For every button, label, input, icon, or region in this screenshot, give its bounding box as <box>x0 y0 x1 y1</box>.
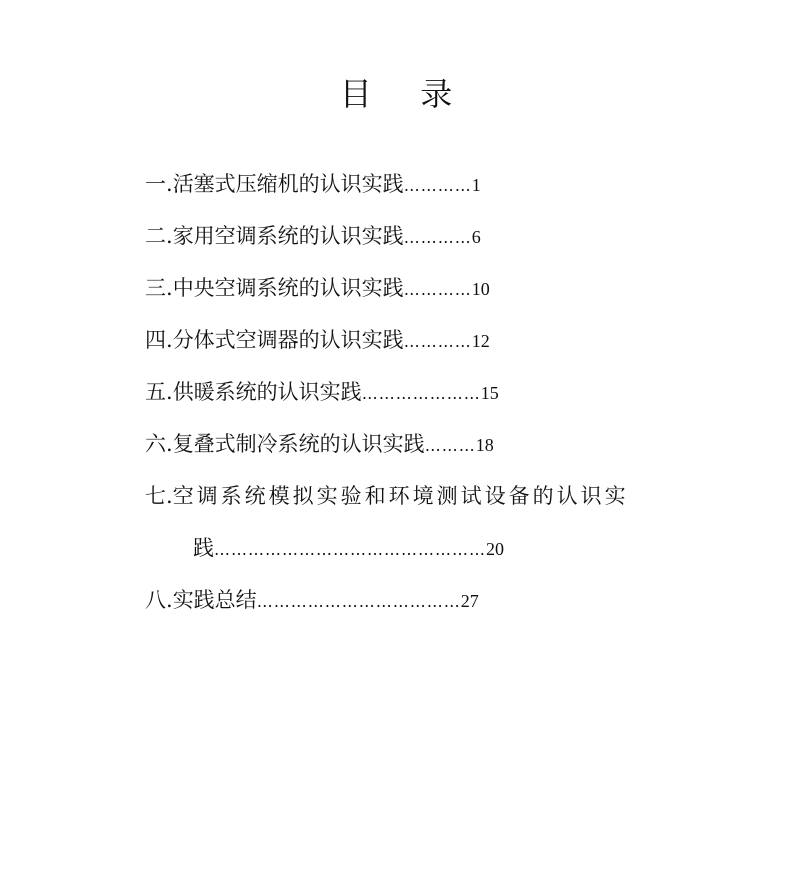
toc-entry-number: 七. <box>145 484 173 508</box>
toc-entry-title-continued: 践 <box>193 536 214 560</box>
toc-entry-title: 分体式空调器的认识实践 <box>172 328 404 352</box>
toc-entry-number: 六. <box>145 432 173 456</box>
toc-page-number: 6 <box>471 227 481 247</box>
toc-entry-number: 三. <box>145 276 173 300</box>
toc-leader-dots: ………………… <box>361 384 481 403</box>
toc-entry-title: 活塞式压缩机的认识实践 <box>172 172 404 196</box>
toc-page-number: 12 <box>471 331 490 351</box>
toc-entry-number: 一. <box>145 172 173 196</box>
table-of-contents <box>145 164 705 632</box>
toc-page-number: 18 <box>475 435 494 455</box>
toc-entry-title: 中央空调系统的认识实践 <box>172 276 404 300</box>
toc-page-number: 15 <box>480 383 499 403</box>
toc-entry-1[interactable] <box>145 164 705 216</box>
toc-page-number: 10 <box>471 279 490 299</box>
toc-entry-title: 实践总结 <box>172 588 257 612</box>
toc-entry-number: 八. <box>145 588 173 612</box>
toc-entry-title: 供暖系统的认识实践 <box>172 380 362 404</box>
toc-entry-7[interactable] <box>145 476 705 528</box>
toc-leader-dots: ………… <box>403 228 472 247</box>
toc-entry-6[interactable] <box>145 424 705 476</box>
toc-entry-number: 二. <box>145 224 173 248</box>
toc-entry-3[interactable] <box>145 268 705 320</box>
toc-leader-dots: ………… <box>403 280 472 299</box>
page-title: 目 录 <box>339 75 472 113</box>
toc-entry-title: 复叠式制冷系统的认识实践 <box>172 432 425 456</box>
toc-entry-title: 空调系统模拟实验和环境测试设备的认识实 <box>172 484 629 508</box>
toc-entry-number: 四. <box>145 328 173 352</box>
toc-leader-dots: ………… <box>403 176 472 195</box>
toc-page-number: 20 <box>486 539 504 559</box>
toc-page-number: 1 <box>471 175 481 195</box>
toc-leader-dots: ……… <box>424 436 476 455</box>
toc-page-number: 27 <box>460 591 479 611</box>
toc-entry-8[interactable] <box>145 580 705 632</box>
toc-entry-2[interactable] <box>145 216 705 268</box>
toc-entry-number: 五. <box>145 380 173 404</box>
toc-entry-7-continued[interactable] <box>145 528 705 580</box>
toc-entry-5[interactable] <box>145 372 705 424</box>
toc-entry-title: 家用空调系统的认识实践 <box>172 224 404 248</box>
toc-leader-dots: ……………………………… <box>256 592 461 611</box>
toc-entry-4[interactable] <box>145 320 705 372</box>
toc-leader-dots: ………………………………………… <box>214 540 486 559</box>
toc-leader-dots: ………… <box>403 332 472 351</box>
